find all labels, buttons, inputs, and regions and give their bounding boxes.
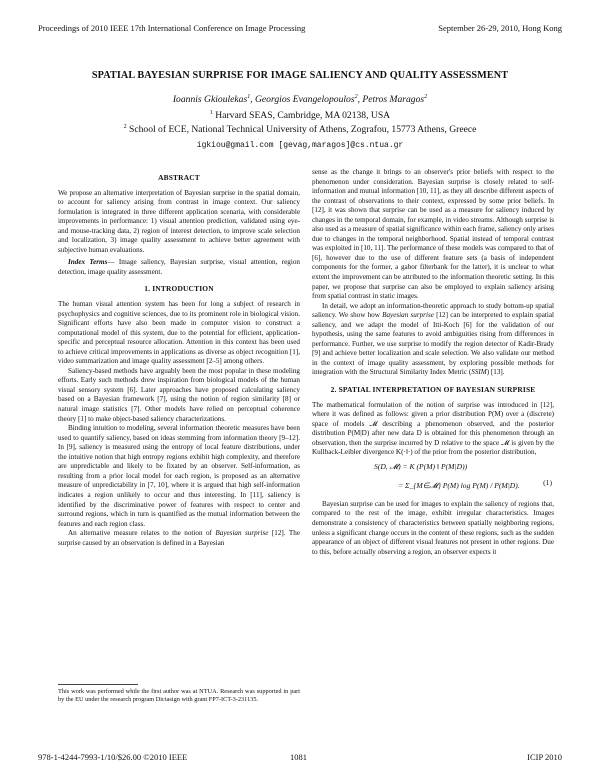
author-name: Ioannis Gkioulekas [172,94,248,105]
aff-sup: 1 [209,109,213,116]
affiliation-2 [0,124,600,135]
affiliation-1 [0,110,600,121]
left-column [58,170,300,548]
right-column [312,168,554,557]
equation-number: (1) [543,477,552,487]
index-terms-text: — Image saliency, Bayesian surprise, visual attention, region detection, image quality assessment. [58,258,300,276]
equation-line-1 [312,460,554,474]
section-2-heading: 2. SPATIAL INTERPRETATION OF BAYESIAN SURPRISE [330,385,536,395]
intro-paragraph: Binding intuition to modeling, several information theoretic measures have been used to quantify saliency, based on ideas stemming from information theory [9–12]. In [9], saliency is measured using the entropy of local feature distributions, under the intuitive notion that high entropy regions exhibit high complexity, and therefore are unpredictable and likely to be fixated by an observer. Self-information, as resulting from a prior local model for each region, is proposed as an alternative measure of unpredictability in [7, 10], where it is argued that high self-information indicates a region unlikely to occur and thus interesting. In [11], saliency is identified by the discriminative power of features with respect to center and surround regions, which in turn is quantified as the mutual information between the features and each region class. [58,424,300,528]
aff-sup: 2 [123,123,127,130]
intro-paragraph: Saliency-based methods have arguably been the most popular in these modeling efforts. Early such methods drew inspiration from biological models of the human visual sensory system [6]. Later approaches have proposed calculating saliency based on a Bayesian framework [7], using the notion of region similarity [8] or natural image statistics [7]. Other models have relied on perceptual coherence theory [1] to make object-based saliency characterizations. [58,366,300,423]
footnote-rule [58,684,138,685]
intro-heading: 1. INTRODUCTION [144,284,214,294]
intro-paragraph: The human visual attention system has been for long a subject of research in psychophysics and cognitive sciences, due to its prominent role in biological vision. Significant efforts have also been made in computer vision to construct a computational model of this system, due to the potential for efficient, application-specific and perceptual resource allocation. Attention in this context has been used to achieve critical improvements in applications as diverse as object recognition [1], video summarization and image quality assessment [2–5] among others. [58,300,300,366]
footer-venue: ICIP 2010 [527,752,562,762]
abstract-heading: ABSTRACT [158,173,200,182]
author-sup: 1 [247,93,251,100]
body-paragraph: sense as the change it brings to an observer's prior beliefs with respect to the phenomenon under consideration. Bayesian surprise is closely related to self-information and mutual information [10, 11], as they all describe different aspects of the contrast of observations to their context, expressed by some prior beliefs. In [12], it was shown that surprise can be used as a measure for saliency induced by changes in the temporal domain, for example, in video streams. Although surprise is also used as a measure of spatial significance within each frame, saliency only arises due to changes in the temporal neighborhood. Spatial instead of temporal contrast was exploited in [10, 11]. The performance of these models was compared to that of [6], however due to the use of different feature sets (a basis of independent components for the former, a gabor filterbank for the latter), it is unclear to what extent the improvement can be attributed to the information theoretic setting. In this paper, we propose that surprise can also be employed to explain saliency arising from spatial contrast in static images. [312,168,554,301]
index-terms-label: Index Terms [68,258,108,267]
aff-text: School of ECE, National Technical University of Athens, Zografou, 15773 Athens, Greece [126,124,477,135]
footer-page-number: 1081 [290,752,307,762]
paper-title: SPATIAL BAYESIAN SURPRISE FOR IMAGE SALIENCY AND QUALITY ASSESSMENT [91,70,509,81]
body-paragraph: In detail, we adopt an information-theoretic approach to study bottom-up spatial saliency. We show how Bayesian surprise [12] can be interpreted to explain spatial saliency, and we adapt the model of Itti-Koch [6] for the validation of our hypothesis, using the same features to avoid ambiguities rising from differences in performance. Further, we use surprise to modify the region detector of Kadir-Brady [9] and achieve better localization and scale selection. We also validate our method in the context of image quality assessment, by exploring possible methods for integration with the Structural Similarity Index Metric (SSIM) [13]. [312,301,554,377]
equation-line-2 [312,476,554,498]
running-header-left: Proceedings of 2010 IEEE 17th International Conference on Image Processing [38,23,306,33]
body-paragraph: Bayesian surprise can be used for images to explain the saliency of regions that, compared to the rest of the image, exhibit irregular characteristics. Images demonstrate a consistency of characteristics between spatially neighboring regions, unless a significant change occurs in the content of these regions, such as the sudden appearance of an object of different visual features not present in other regions. Due to this, before actually observing a region, an observer expects it [312,499,554,556]
footer-isbn: 978-1-4244-7993-1/10/$26.00 ©2010 IEEE [38,752,188,762]
abstract-text: We propose an alternative interpretation of Bayesian surprise in the spatial domain, to account for saliency arising from contrast in image context. Our saliency formulation is integrated in three different application scenaria, with considerable improvements in performance: 1) visual attention prediction, validated using eye- and mouse-tracking data, 2) region of interest detection, to improve scale selection and localization, 3) image quality assessment to achieve better agreement with subjective human evaluations. [58,188,300,254]
body-paragraph: The mathematical formulation of the notion of surprise was introduced in [12], where it was defined as follows: given a prior distribution P(M) over a (discrete) space of models 𝓜 describing a phenomenon observed, and the posterior distribution P(M|D) after new data D is obtained for this phenomenon through an observation, then the surprise incurred by D relative to the space 𝓜 is given by the Kullback-Leibler divergence K(·‖·) of the prior from the posterior distribution, [312,400,554,457]
author-sup: 2 [354,93,358,100]
equation-2-text: = Σ_{M∈𝓜} P(M) log P(M) / P(M|D). [398,480,520,490]
aff-text: Harvard SEAS, Cambridge, MA 02138, USA [212,110,391,121]
index-terms [58,258,300,277]
author-list: Ioannis Gkioulekas$^1$, Georgios Evangelopoulos$^2$, Petros Maragos$^2$ [172,93,428,105]
intro-paragraph: An alternative measure relates to the notion of Bayesian surprise [12]. The surprise caused by an observation is defined in a Bayesian [58,529,300,547]
author-name: Georgios Evangelopoulos [255,94,355,105]
equation-1-text: S(D, 𝓜) = K (P(M) ‖ P(M|D)) [374,461,468,471]
author-sup: 2 [424,93,428,100]
author-emails: igkiou@gmail.com [gevag,maragos]@cs.ntua.gr [196,141,404,150]
running-header-right: September 26-29, 2010, Hong Kong [438,23,562,33]
author-name: Petros Maragos [362,94,425,105]
footnote: This work was performed while the first author was at NTUA. Research was supported in part by the EU under the research program Dictasign with grant FP7-ICT-3-231135. [58,688,300,703]
